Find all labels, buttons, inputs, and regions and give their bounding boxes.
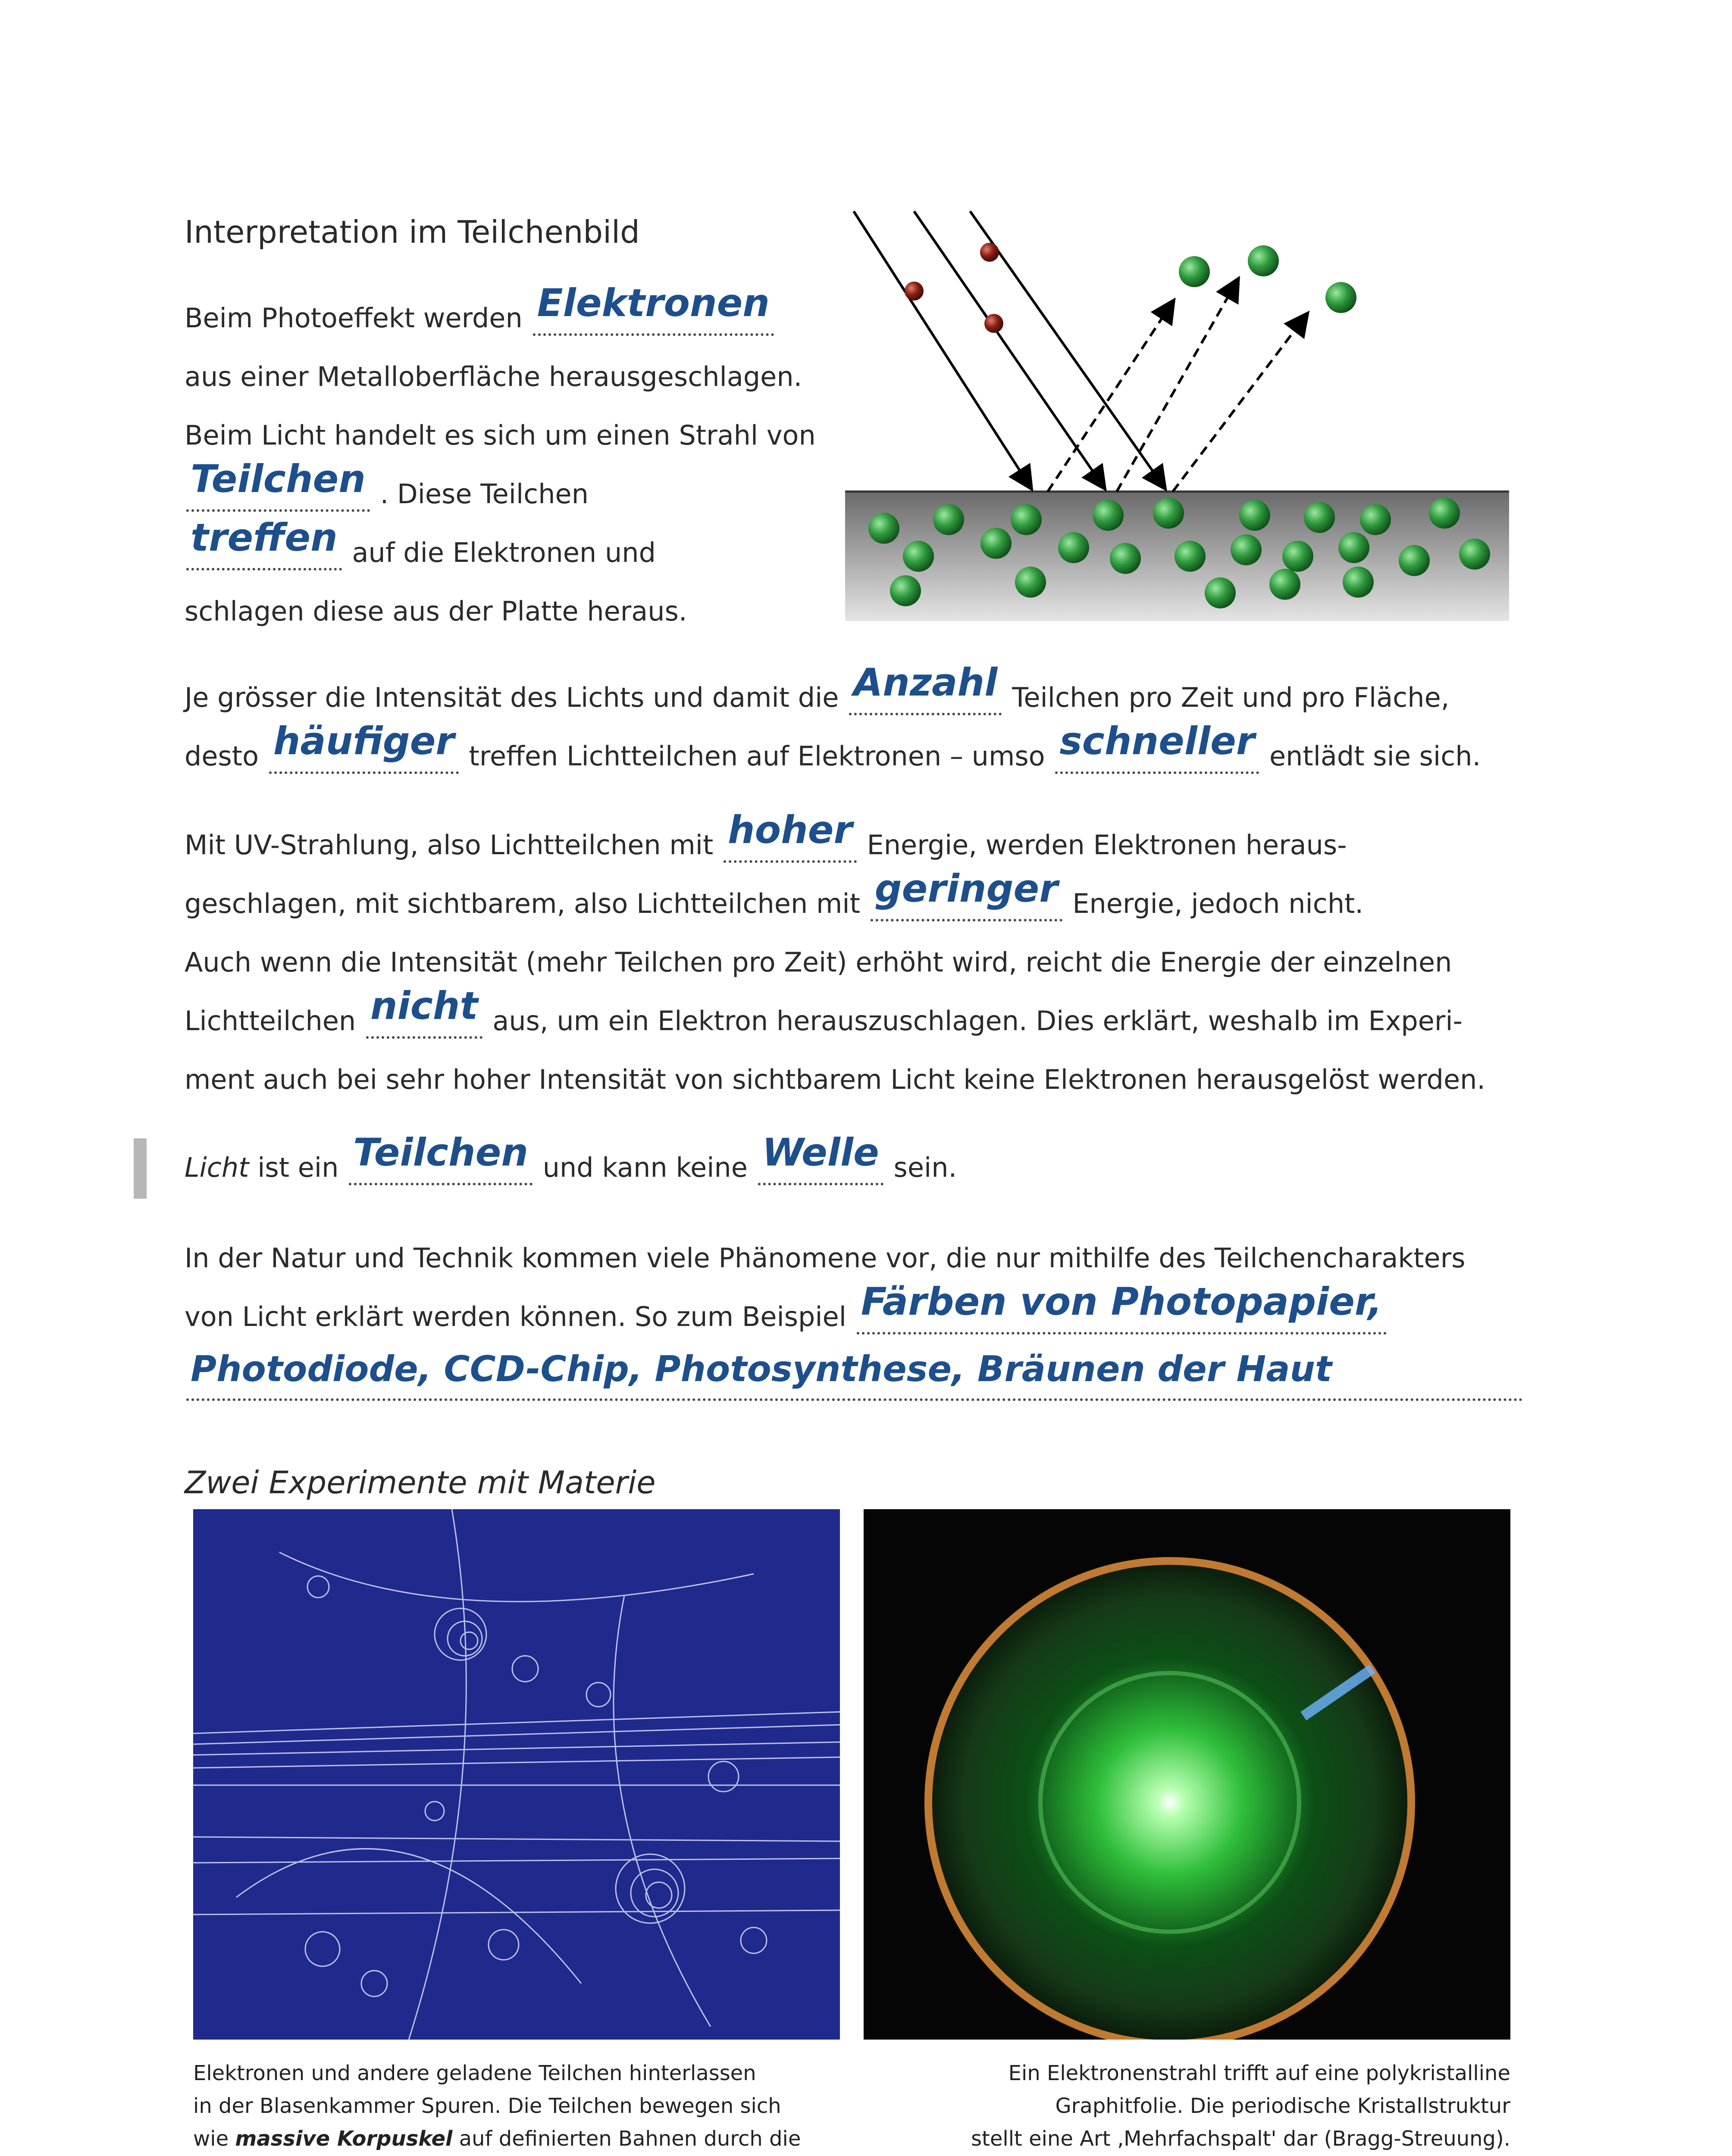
handwritten-answer: Teilchen: [191, 457, 366, 501]
text-line: Beim Photoeffekt werden Elektronen: [185, 289, 776, 348]
photons: [905, 243, 1003, 333]
answer-blank[interactable]: [186, 457, 370, 512]
text-line: schlagen diese aus der Platte heraus.: [185, 595, 687, 627]
answer-blank[interactable]: [871, 866, 1062, 921]
bubble-chamber-photo: [193, 1509, 840, 2040]
answer-blank[interactable]: [366, 984, 482, 1039]
answer-blank[interactable]: [269, 719, 459, 774]
answer-blank[interactable]: [857, 1279, 1387, 1335]
handwritten-answer: schneller: [1059, 719, 1255, 763]
text-line: Mit UV-Strahlung, also Lichtteilchen mit hoher Energie, werden Elektronen heraus-: [185, 816, 1347, 874]
ejected-paths: [1048, 280, 1306, 492]
electron-diffraction-photo: [864, 1509, 1510, 2040]
handwritten-answer: hoher: [728, 808, 852, 852]
text-line: ment auch bei sehr hoher Intensität von sichtbarem Licht keine Elektronen herausgelöst werden.: [185, 1064, 1486, 1095]
text-line: [185, 1349, 1525, 1413]
key-statement: Licht ist ein Teilchen und kann keine Welle sein.: [185, 1138, 957, 1197]
handwritten-answer: Färben von Photopapier,: [861, 1279, 1382, 1324]
handwritten-answer: treffen: [191, 515, 338, 560]
answer-blank[interactable]: [758, 1130, 883, 1185]
text-line: desto häufiger treffen Lichtteilchen auf Elektronen – umso schneller entlädt sie sich.: [185, 727, 1481, 786]
answer-blank[interactable]: [186, 515, 342, 570]
text-line: Lichtteilchen nicht aus, um ein Elektron herauszuschlagen. Dies erklärt, weshalb im Experi-: [185, 992, 1463, 1050]
text-line: aus einer Metalloberfläche herausgeschlagen.: [185, 361, 802, 392]
answer-blank[interactable]: [349, 1130, 532, 1185]
highlight-bar: [134, 1138, 147, 1199]
section-heading: Interpretation im Teilchenbild: [185, 214, 640, 250]
text-line: treffen auf die Elektronen und: [185, 523, 656, 582]
answer-blank[interactable]: [1055, 719, 1259, 774]
free-electrons: [1179, 245, 1356, 313]
text-line: Teilchen . Diese Teilchen: [185, 465, 589, 523]
section-heading: Zwei Experimente mit Materie: [185, 1464, 656, 1501]
text-line: Auch wenn die Intensität (mehr Teilchen pro Zeit) erhöht wird, reicht die Energie der einzelnen: [185, 946, 1452, 978]
handwritten-answer: Welle: [762, 1130, 879, 1175]
light-rays: [854, 211, 1164, 487]
caption-right: Ein Elektronenstrahl trifft auf eine polykristalline Graphitfolie. Die periodische Kristallstruktur stellt eine Art ‚Mehrfachspalt' dar (Bragg-Streuung).: [971, 2061, 1510, 2151]
handwritten-answer: Anzahl: [853, 660, 998, 705]
handwritten-answer: häufiger: [273, 719, 454, 763]
caption-left: Elektronen und andere geladene Teilchen hinterlassen in der Blasenkammer Spuren. Die Teilchen bewegen sich wie massive Korpuskel auf definierten Bahnen durch die: [193, 2061, 801, 2151]
answer-blank[interactable]: [533, 281, 774, 336]
handwritten-answer: nicht: [370, 984, 478, 1028]
text-line: Je grösser die Intensität des Lichts und damit die Anzahl Teilchen pro Zeit und pro Fläche,: [185, 668, 1449, 727]
answer-blank[interactable]: [186, 1349, 1523, 1401]
handwritten-answer: geringer: [874, 866, 1058, 911]
text-line: In der Natur und Technik kommen viele Phänomene vor, die nur mithilfe des Teilchencharakters: [185, 1242, 1466, 1274]
handwritten-answer: Photodiode, CCD-Chip, Photosynthese, Bräunen der Haut: [191, 1349, 1332, 1390]
text-line: Beim Licht handelt es sich um einen Strahl von: [185, 420, 816, 451]
photoeffect-diagram: [841, 203, 1513, 630]
text-line: von Licht erklärt werden können. So zum Beispiel Färben von Photopapier,: [185, 1288, 1388, 1346]
handwritten-answer: Teilchen: [353, 1130, 528, 1175]
text-line: geschlagen, mit sichtbarem, also Lichtteilchen mit geringer Energie, jedoch nicht.: [185, 874, 1363, 933]
handwritten-answer: Elektronen: [537, 281, 770, 325]
answer-blank[interactable]: [723, 808, 857, 863]
answer-blank[interactable]: [849, 660, 1002, 715]
